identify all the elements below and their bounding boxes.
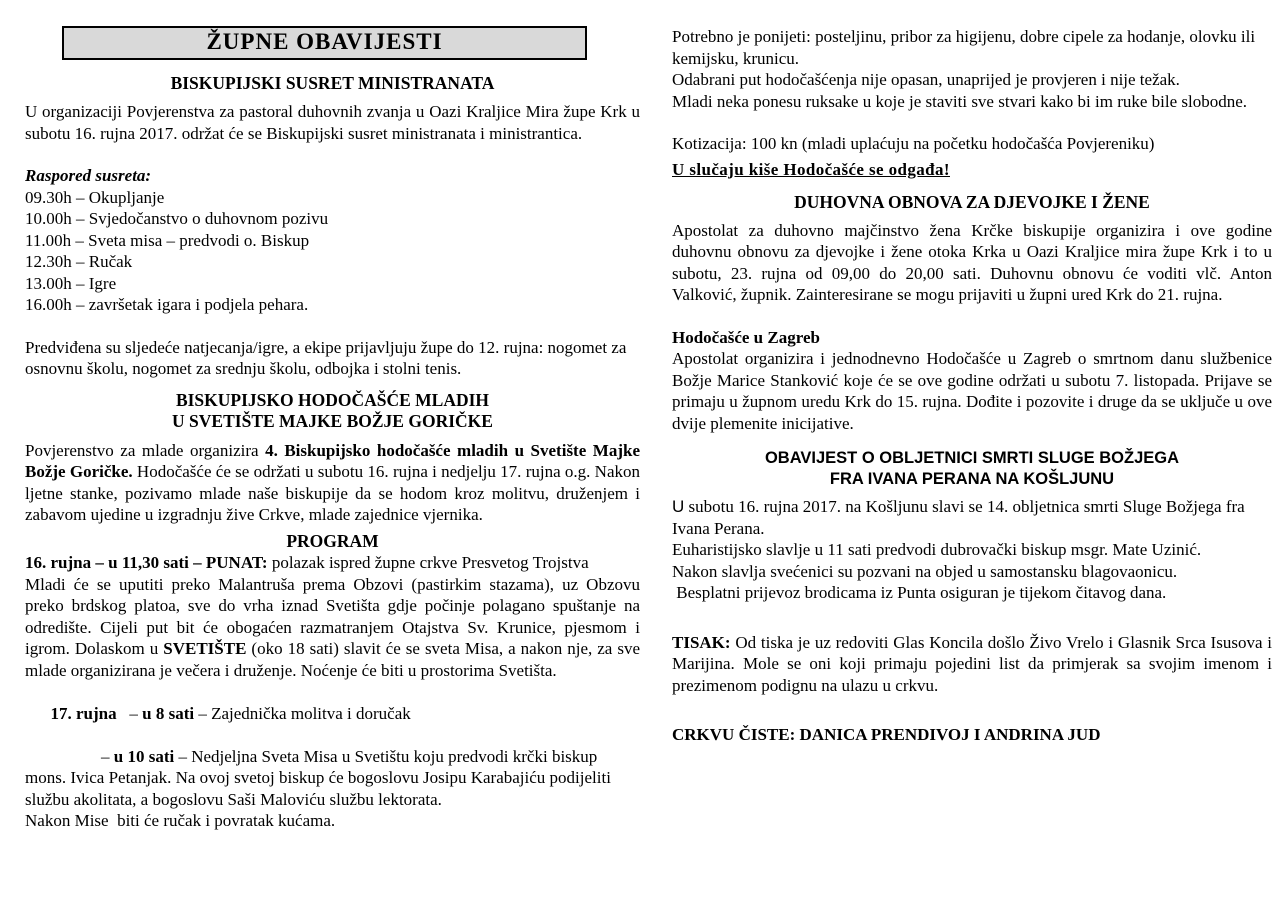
paragraph-program-route [25,574,640,682]
paragraph-hodocasce-intro [25,440,640,526]
heading-duhovna-obnova: DUHOVNA OBNOVA ZA DJEVOJKE I ŽENE [794,192,1150,212]
text-run: – Zajednička molitva i doručak [194,703,411,723]
title-banner [62,26,587,60]
paragraph-peran-lunch: Nakon slavlja svećenici su pozvani na objed u samostansku blagovaonicu. [672,561,1178,581]
heading-biskupijski-susret: BISKUPIJSKI SUSRET MINISTRANATA [170,72,495,93]
text-run: Povjerenstvo za mlade organizira [25,440,266,460]
paragraph-program-day2 [25,681,640,746]
paragraph-crkvu-ciste: CRKVU ČISTE: DANICA PRENDIVOJ I ANDRINA JUD [672,725,1101,744]
paragraph-backpacks: Mladi neka ponesu ruksake u koje je staviti sve stvari kako bi im ruke bile slobodne. [672,91,1248,111]
right-column [672,26,1272,832]
text-run: Od tiska je uz redoviti Glas Koncila došlo Živo Vrelo i Glasnik Srca Isusova i Marijina. Mole se oni koji primaju pojedini list da primjerak sa svojim imenom i prezimenom podignu na ulazu u crkvu. [672,632,1272,695]
text-run: subotu 16. rujna 2017. na Košljunu slavi se 14. obljetnica smrti Sluge Božjega fra Ivana Perana. [672,497,1245,538]
paragraph-program-day2-continued [25,746,640,811]
text-run: (oko 18 sati) slavit će se sveta Misa, a nakon nje, za sve mlade organizirana je večera i druženje. Noćenje će biti u prostorima Svetišta. [25,639,640,680]
paragraph-fee: Kotizacija: 100 kn (mladi uplaćuju na početku hodočašća Povjereniku) [672,134,1155,153]
heading-hodocasce-line1: BISKUPIJSKO HODOČAŠĆE MLADIH [175,389,490,410]
heading-program: PROGRAM [286,530,379,551]
left-column [25,26,640,832]
paragraph-tisak [672,632,1272,697]
text-run: polazak ispred župne crkve Presvetog Trojstva [267,553,589,572]
text-run: – [101,746,114,766]
paragraph-path-note: Odabrani put hodočašćenja nije opasan, unaprijed je provjeren i nije težak. [672,70,1180,89]
schedule-item: 11.00h – Sveta misa – predvodi o. Biskup [25,230,310,250]
text-run-bold: 17. rujna [50,703,117,723]
schedule-item: 12.30h – Ručak [25,252,133,271]
text-run: – Nedjeljna Sveta Misa u Svetištu koju predvodi krčki biskup mons. Ivica Petanjak. Na ovoj svetoj biskup će bogoslovu Josipu Karabajiću podijeliti službu akolitata, a bogoslovu Saši Maloviću službu lektorata. [25,746,611,809]
heading-peran-line2: FRA IVANA PERANA NA KOŠLJUNU [829,470,1115,488]
page-title: ŽUPNE OBAVIJESTI [206,29,443,54]
paragraph-program-closing: Nakon Mise biti će ručak i povratak kućama. [25,811,336,830]
text-run-bold: u 10 sati [113,746,175,766]
text-run: Mladi će se uputiti preko Malantruša prema Obzovi (pastirkim stazama), uz Obzovu preko brdskog platoa, sve do vrha iznad Svetišta gdje počinje polagano spuštanje na odredište. Cijeli put bit će obogaćen razmatranjem Otajstva Sv. Krunice, pjesmom i igrom. Dolaskom u [25,574,640,658]
heading-peran-line1: OBAVIJEST O OBLJETNICI SMRTI SLUGE BOŽJEGA [764,449,1180,467]
text-run: Hodočašće će se održati u subotu 16. rujna i nedjelju 17. rujna o.g. Nakon ljetne stanke, pozivamo mlade naše biskupije da se hodom kroz molitvu, druženjem i zabavom ujedine u izgradnju žive Crkve, mlade zajednice vjernika. [25,462,640,524]
text-run-bold: 4. Biskupijsko hodočašće mladih u Svetište Majke Božje Goričke. [25,440,640,481]
text-run-bold: TISAK: [672,632,731,652]
paragraph-zagreb: Apostolat organizira i jednodnevno Hodočašće u Zagreb o smrtnom danu službenice Božje Marice Stanković koje će se ove godine održati u subotu 7. listopada. Prijave se primaju u župnom uredu Krk do 15. rujna. Dođite i pozovite i druge da se uključe u ove dvije plemenite inicijative. [672,349,1272,433]
schedule-item: 09.30h – Okupljanje [25,187,165,207]
paragraph-games-note: Predviđena su sljedeće natjecanja/igre, a ekipe prijavljuju župe do 12. rujna: nogomet za osnovnu školu, nogomet za srednju školu, odbojka i stolni tenis. [25,337,627,378]
text-run: – [116,703,143,723]
schedule-item: 16.00h – završetak igara i podjela pehara. [25,295,309,314]
text-run-initial: U [672,497,685,516]
paragraph-program-day1 [25,552,640,574]
paragraph-rain-notice: U slučaju kiše Hodočašće se odgađa! [672,159,950,179]
text-run-bold: u 8 sati [142,703,195,723]
schedule-list [25,187,640,316]
text-run-bold: SVETIŠTE [163,639,247,658]
schedule-item: 13.00h – Igre [25,273,117,293]
schedule-item: 10.00h – Svjedočanstvo o duhovnom pozivu [25,209,329,228]
paragraph-peran-mass: Euharistijsko slavlje u 11 sati predvodi dubrovački biskup msgr. Mate Uzinić. [672,540,1202,559]
heading-zagreb: Hodočašće u Zagreb [672,327,820,347]
schedule-label: Raspored susreta: [25,166,152,185]
paragraph-bring-list: Potrebno je ponijeti: posteljinu, pribor za higijenu, dobre cipele za hodanje, olovku ili kemijsku, krunicu. [672,27,1256,68]
paragraph-susret-intro: U organizaciji Povjerenstva za pastoral duhovnih zvanja u Oazi Kraljice Mira župe Krk u subotu 16. rujna 2017. održat će se Biskupijski susret ministranata i ministrantica. [25,102,640,143]
text-run-bold: 16. rujna – u 11,30 sati – PUNAT: [25,553,268,572]
paragraph-obnova: Apostolat za duhovno majčinstvo žena Krčke biskupije organizira i ove godine duhovnu obnovu za djevojke i žene otoka Krka u Oazi Kraljice mira župe Krk i to u subotu, 23. rujna od 09,00 do 20,00 sati. Duhovnu obnovu će voditi vlč. Anton Valković, župnik. Zainteresirane se mogu prijaviti u župni ured Krk do 21. rujna. [672,220,1272,304]
paragraph-peran-date [672,496,1272,539]
paragraph-peran-boat: Besplatni prijevoz brodicama iz Punta osiguran je tijekom čitavog dana. [672,583,1167,602]
heading-hodocasce-line2: U SVETIŠTE MAJKE BOŽJE GORIČKE [172,411,493,431]
